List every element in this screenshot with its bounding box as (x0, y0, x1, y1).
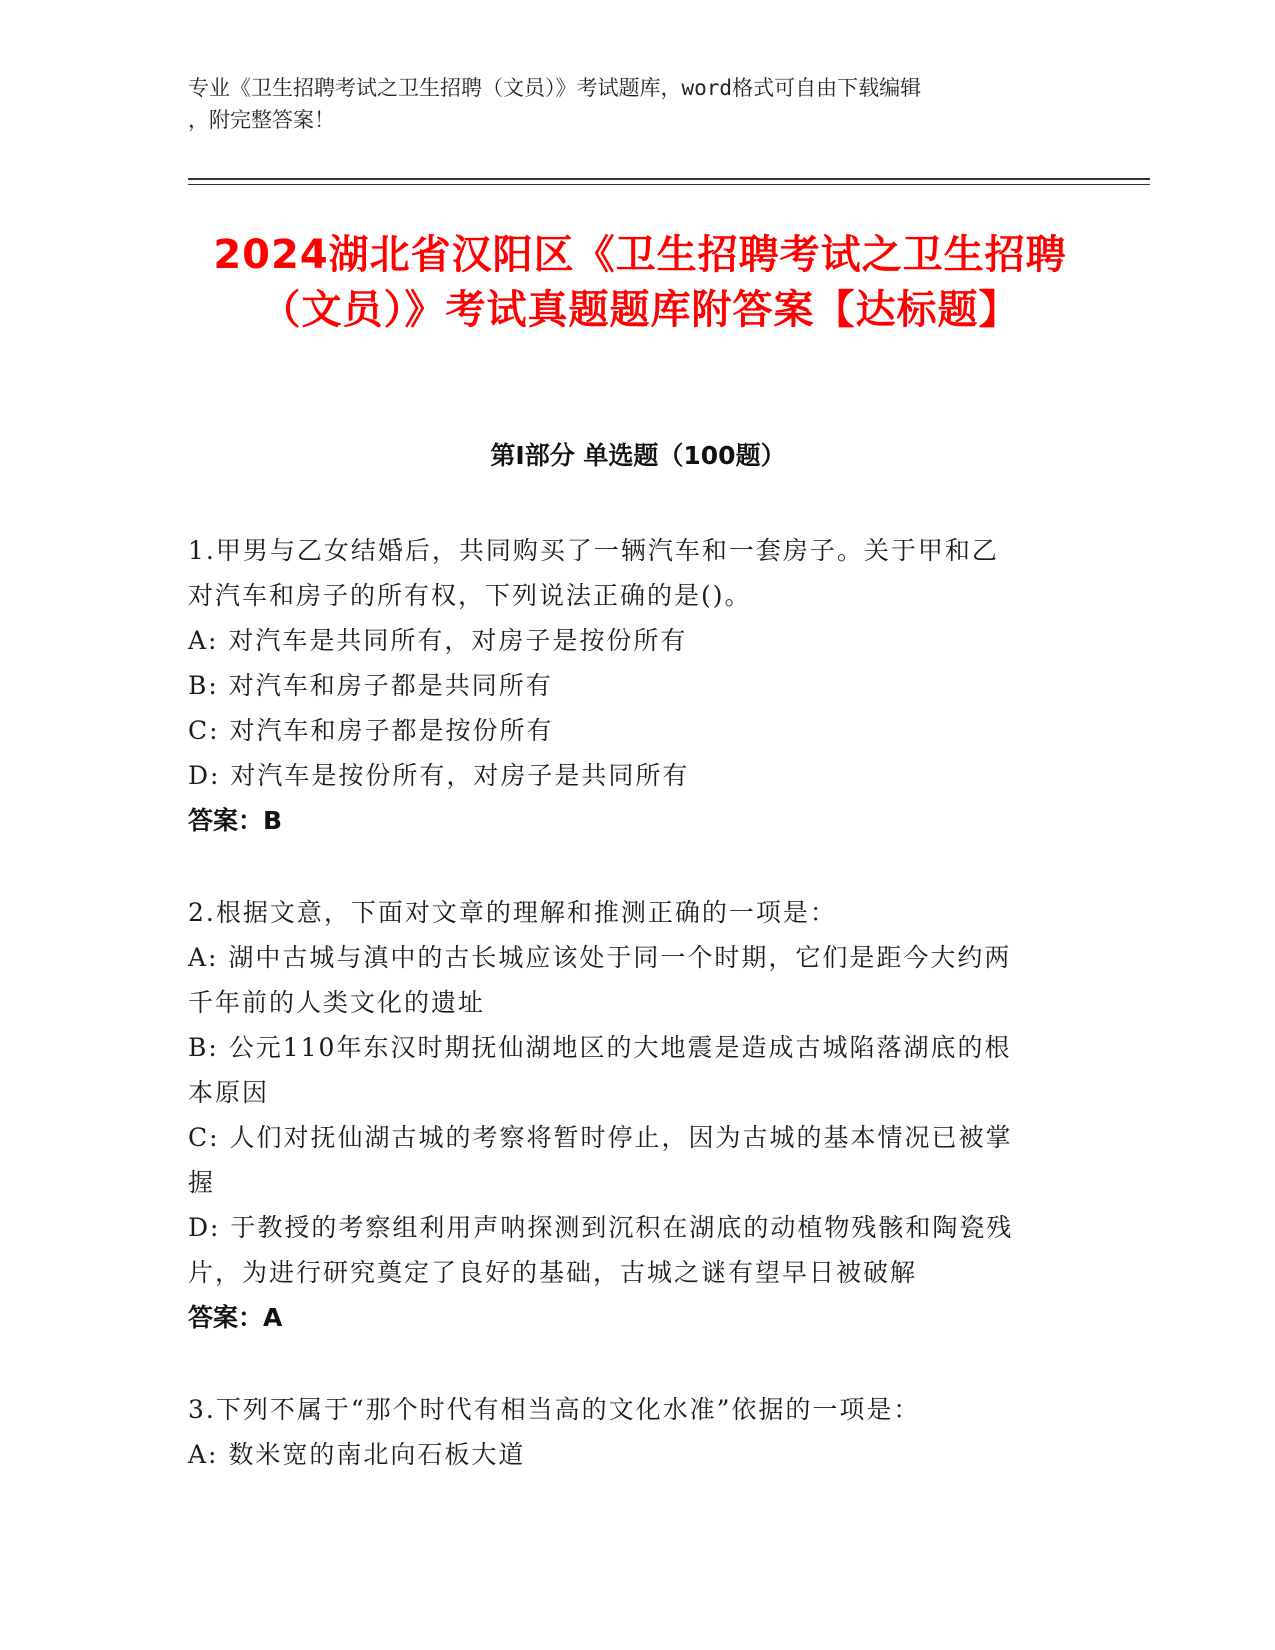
option-line: 千年前的人类文化的遗址 (188, 988, 486, 1017)
question-item (188, 890, 1078, 1340)
header-divider-thin (188, 184, 1150, 185)
question-item (188, 1387, 1078, 1477)
question-line: 3.下列不属于“那个时代有相当高的文化水准”依据的一项是： (188, 1395, 921, 1424)
option-line: A: 对汽车是共同所有，对房子是按份所有 (188, 626, 688, 655)
answer-line: 答案：A (188, 1303, 283, 1332)
option-line: B: 公元110年东汉时期抚仙湖地区的大地震是造成古城陷落湖底的根 (188, 1033, 1012, 1062)
option-line: 握 (188, 1168, 216, 1197)
answer-line: 答案：B (188, 806, 283, 835)
option-line: B: 对汽车和房子都是共同所有 (188, 671, 553, 700)
option-line: C: 人们对抚仙湖古城的考察将暂时停止，因为古城的基本情况已被掌 (188, 1123, 1013, 1152)
option-line: 本原因 (188, 1078, 270, 1107)
option-line: A: 湖中古城与滇中的古长城应该处于同一个时期，它们是距今大约两 (188, 943, 1012, 972)
document-header (188, 72, 1068, 136)
section-title: 第Ⅰ部分 单选题（100题） (490, 441, 786, 470)
question-line: 1.甲男与乙女结婚后，共同购买了一辆汽车和一套房子。关于甲和乙 (188, 536, 999, 565)
question-line: 对汽车和房子的所有权，下列说法正确的是()。 (188, 581, 752, 610)
question-line: 2.根据文意，下面对文章的理解和推测正确的一项是： (188, 898, 837, 927)
header-line: 专业《卫生招聘考试之卫生招聘（文员）》考试题库，word格式可自由下载编辑 (188, 76, 922, 100)
option-line: 片，为进行研究奠定了良好的基础，古城之谜有望早日被破解 (188, 1258, 918, 1287)
option-line: D: 对汽车是按份所有，对房子是共同所有 (188, 761, 690, 790)
option-line: D: 于教授的考察组利用声呐探测到沉积在湖底的动植物残骸和陶瓷残 (188, 1213, 1014, 1242)
document-title: 2024湖北省汉阳区《卫生招聘考试之卫生招聘（文员）》考试真题题库附答案【达标题】 (213, 232, 1067, 333)
option-line: A: 数米宽的南北向石板大道 (188, 1440, 526, 1469)
option-line: C: 对汽车和房子都是按份所有 (188, 716, 554, 745)
header-divider (188, 178, 1150, 180)
header-line: ，附完整答案！ (188, 108, 335, 132)
question-list (188, 528, 1078, 1524)
question-item (188, 528, 1078, 843)
